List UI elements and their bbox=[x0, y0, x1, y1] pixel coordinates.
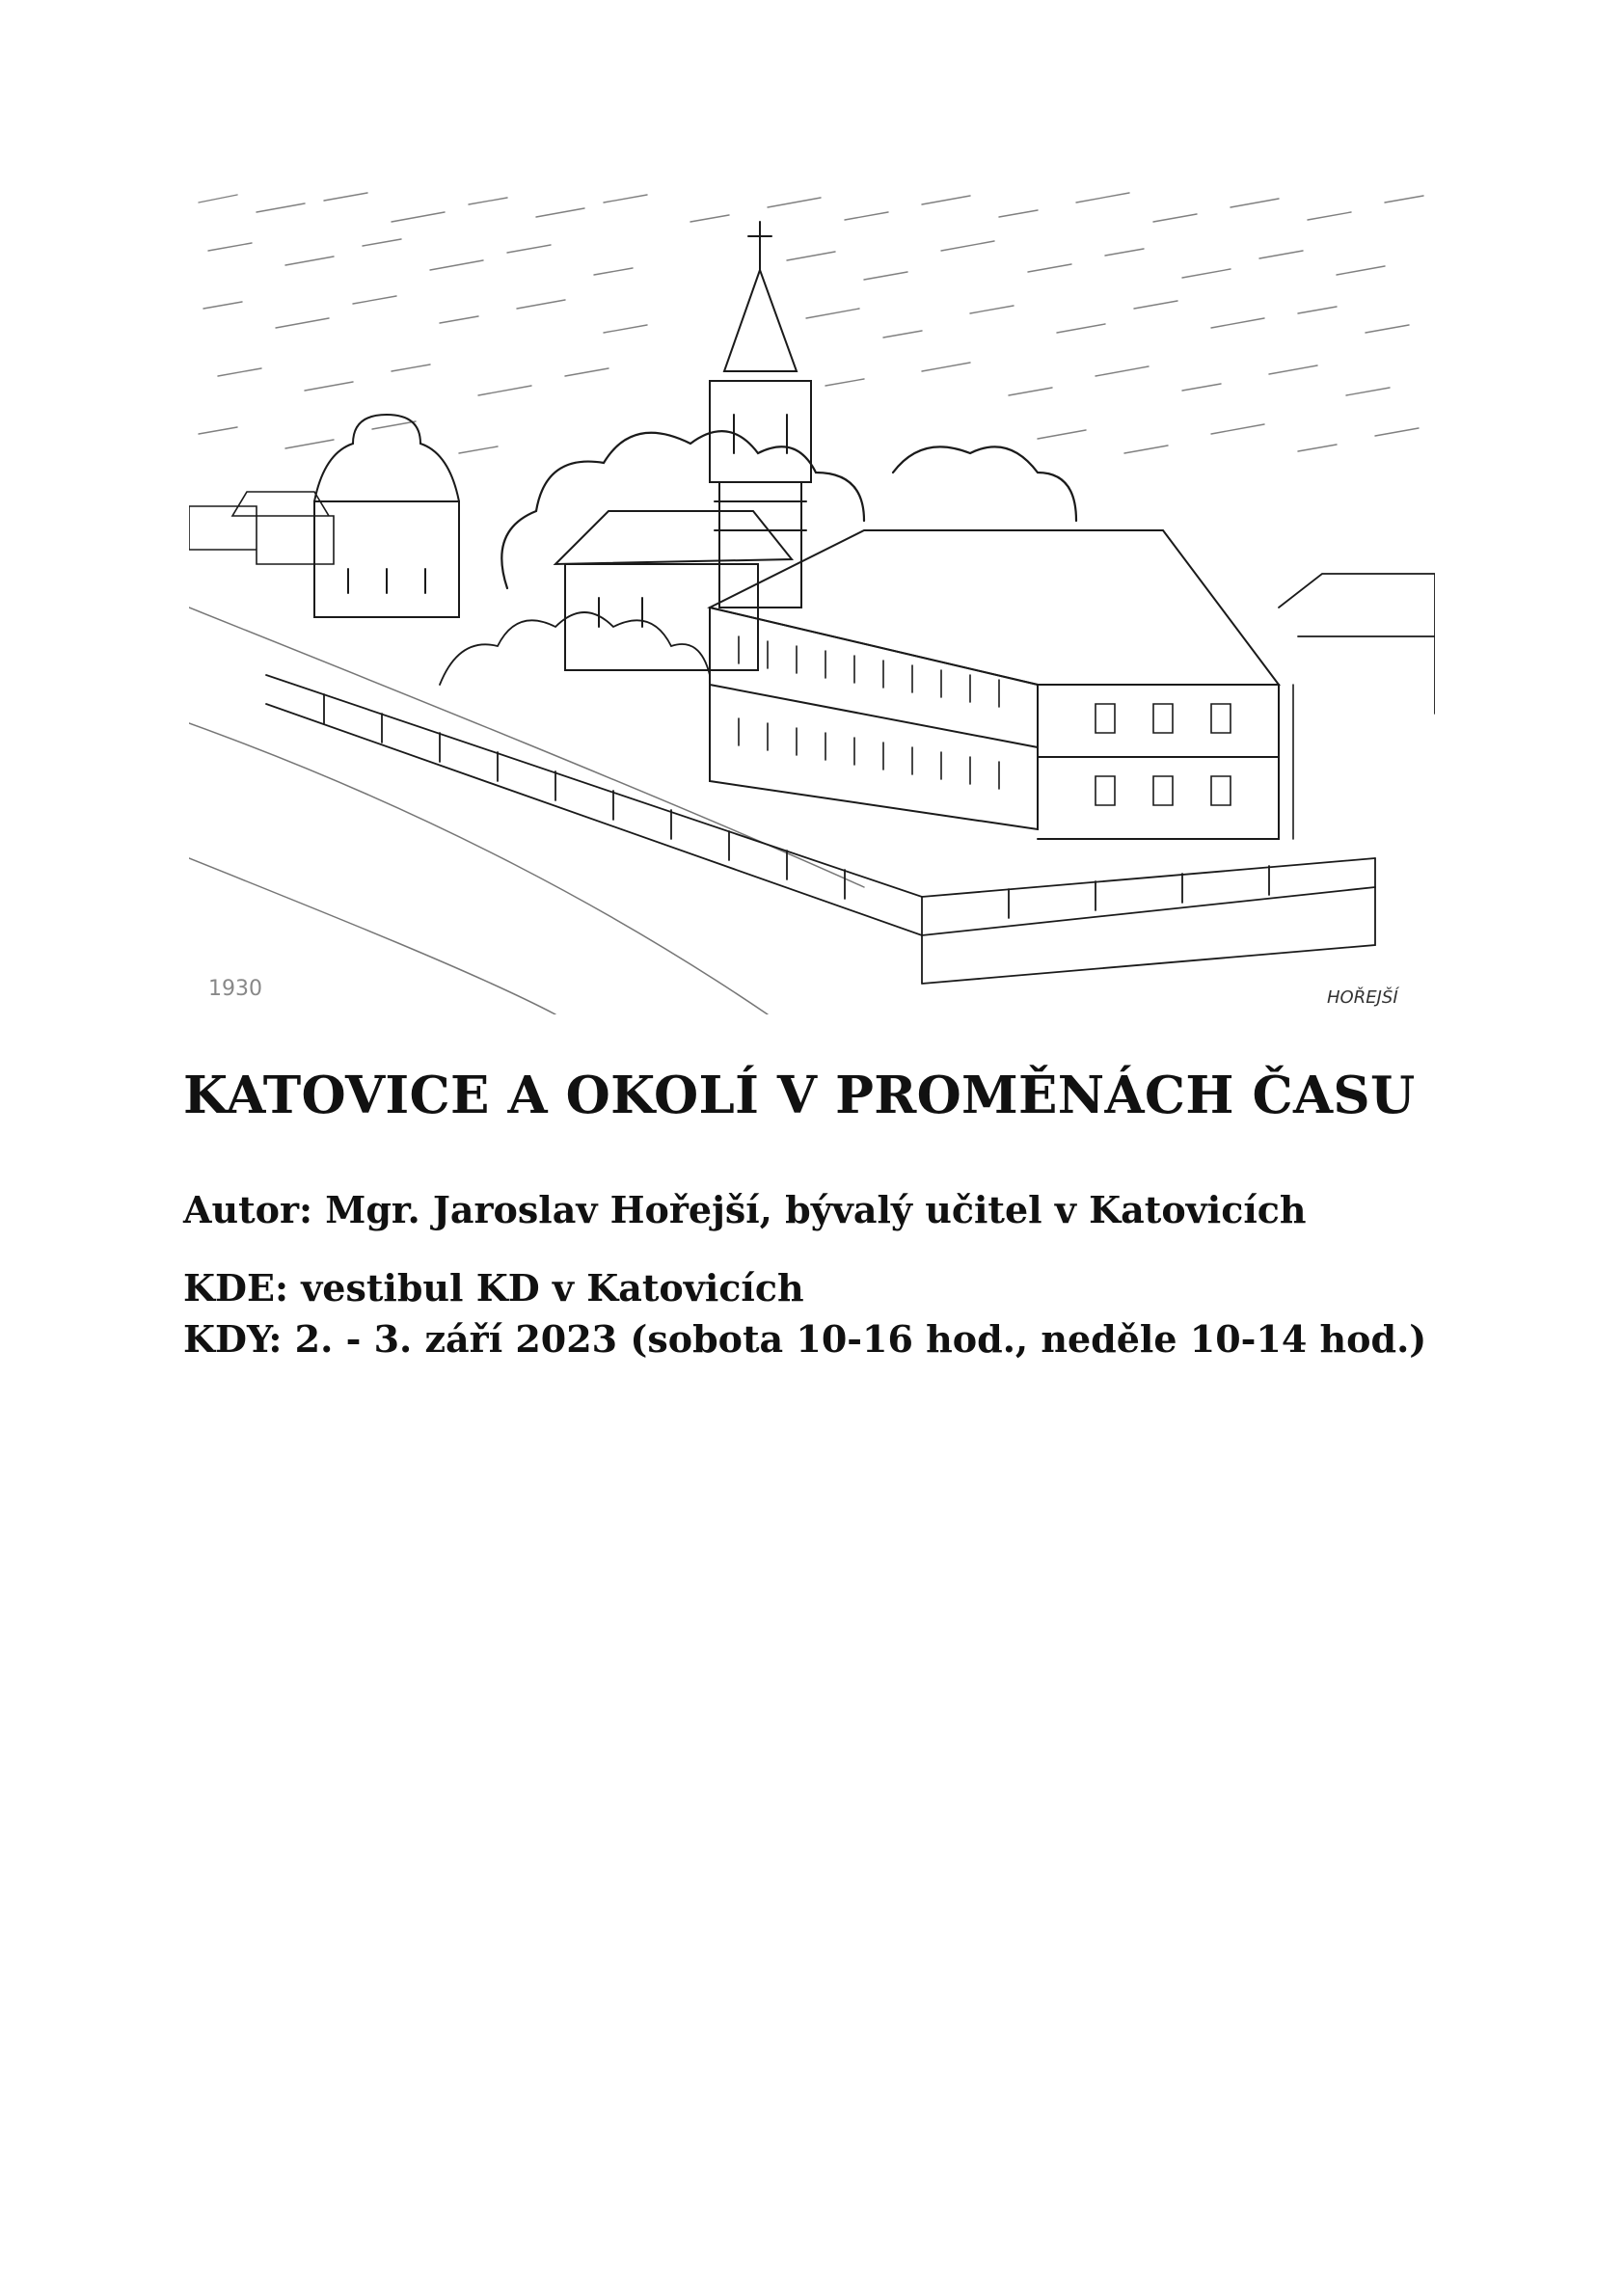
bushes bbox=[440, 612, 710, 685]
illustration bbox=[189, 183, 1435, 1014]
author-line: Autor: Mgr. Jaroslav Hořejší, bývalý učitel v Katovicích bbox=[183, 1188, 1307, 1231]
chapel bbox=[555, 511, 792, 670]
location-line: KDE: vestibul KD v Katovicích bbox=[183, 1266, 804, 1310]
school-building bbox=[710, 530, 1293, 839]
date-mark: 1930 bbox=[208, 977, 262, 1001]
barn bbox=[1279, 574, 1435, 714]
far-houses bbox=[189, 492, 334, 564]
village-drawing bbox=[189, 183, 1435, 1014]
date-line: KDY: 2. - 3. září 2023 (sobota 10-16 hod., neděle 10-14 hod.) bbox=[183, 1317, 1427, 1361]
page-title: KATOVICE A OKOLÍ V PROMĚNÁCH ČASU bbox=[183, 1066, 1416, 1125]
artist-signature: HOŘEJŠÍ bbox=[1327, 987, 1398, 1008]
gable-house bbox=[314, 415, 459, 617]
church-tower bbox=[710, 222, 811, 608]
ground bbox=[189, 608, 864, 1014]
fence bbox=[266, 675, 1375, 984]
